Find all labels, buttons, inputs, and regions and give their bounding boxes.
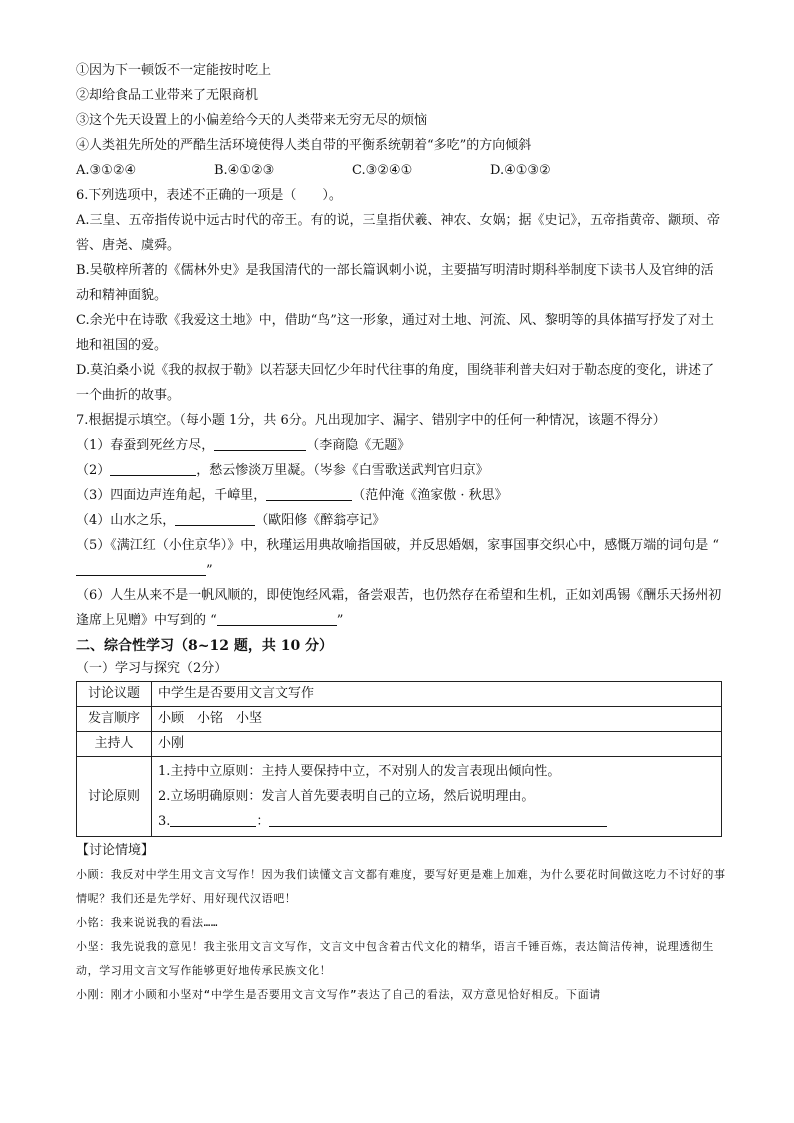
q5-sentence-4: ④人类祖先所处的严酷生活环境使得人类自带的平衡系统朝着“多吃”的方向倾斜 [76,138,532,153]
principle-1: 1.主持中立原则：主持人要保持中立，不对别人的发言表现出倾向性。 [158,764,561,779]
table-row [77,732,722,757]
q5-sentence-2: ②却给食品工业带来了无限商机 [76,88,259,103]
table-row [77,682,722,707]
q7-stem: 7.根据提示填空。（每小题 1分，共 6分。凡出现加字、漏字、错别字中的任何一种情况，该题不得分） [76,413,666,428]
q6-option-d[interactable]: D.莫泊桑小说《我的叔叔于勒》以若瑟夫回忆少年时代往事的角度，围绕菲利普夫妇对于勒态度的变化，讲述了一个曲折的故事。 [76,363,715,403]
q7-item-5: （5）《满江红（小住京华）》中，秋瑾运用典故喻指国破，并反思婚姻，家事国事交织心中，感慨万端的词句是 “” [76,538,720,578]
q6-stem: 6.下列选项中，表述不正确的一项是（ ）。 [76,188,342,203]
q6-option-b[interactable]: B.吴敬梓所著的《儒林外史》是我国清代的一部长篇讽刺小说，主要描写明清时期科举制度下读书人及官绅的活动和精神面貌。 [76,263,714,303]
discussion-table [76,681,722,837]
scene-heading: 【讨论情境】 [76,843,155,858]
q7-blank-1[interactable] [214,436,306,451]
table-key: 发言顺序 [77,707,152,732]
table-value: 小顾 小铭 小坚 [152,707,722,732]
principle-3-content-blank[interactable] [269,812,607,827]
q7-item-3: （3）四面边声连角起，千嶂里， （范仲淹《渔家傲 · 秋思》 [76,488,508,503]
section-2-subtitle: （一）学习与探究（2分） [76,661,228,676]
q5-option-c[interactable]: C.③②④① [352,163,413,178]
speech-xiaoming: 小铭：我来说说我的看法…… [76,916,219,929]
table-key: 讨论原则 [77,757,152,837]
q7-blank-2[interactable] [110,461,196,476]
q7-blank-4[interactable] [175,511,255,526]
q5-option-b[interactable]: B.④①②③ [214,163,275,178]
table-row [77,757,722,837]
table-value: 小刚 [152,732,722,757]
q7-blank-5[interactable] [76,561,206,576]
q7-blank-3[interactable] [266,486,352,501]
table-key: 讨论议题 [77,682,152,707]
q7-item-6: （6）人生从来不是一帆风顺的，即使饱经风霜，备尝艰苦，也仍然存在希望和生机，正如刘禹锡《酬乐天扬州初逢席上见赠》中写到的 “ ” [76,588,722,628]
q5-option-d[interactable]: D.④①③② [490,163,551,178]
table-row [77,707,722,732]
q6-option-a[interactable]: A.三皇、五帝指传说中远古时代的帝王。有的说，三皇指伏羲、神农、女娲；据《史记》，五帝指黄帝、颛顼、帝喾、唐尧、虞舜。 [76,213,721,253]
q5-sentence-1: ①因为下一顿饭不一定能按时吃上 [76,63,272,78]
q7-blank-6[interactable] [217,611,337,626]
table-value [152,757,722,837]
q5-sentence-3: ③这个先天设置上的小偏差给今天的人类带来无穷无尽的烦恼 [76,113,428,128]
exam-page [76,58,726,1007]
table-value: 中学生是否要用文言文写作 [152,682,722,707]
q6-option-c[interactable]: C.余光中在诗歌《我爱这土地》中，借助“鸟”这一形象，通过对土地、河流、风、黎明等的具体描写抒发了对土地和祖国的爱。 [76,313,714,353]
principle-3: 3. ： [158,809,715,834]
table-key: 主持人 [77,732,152,757]
q7-item-1: （1）春蚕到死丝方尽， （李商隐《无题》 [76,438,411,453]
speech-xiaojian: 小坚：我先说我的意见！我主张用文言文写作，文言文中包含着古代文化的精华，语言千锤百炼，表达简洁传神，说理透彻生动，学习用文言文写作能够更好地传承民族文化！ [76,940,714,977]
speech-xiaogu: 小顾：我反对中学生用文言文写作！因为我们读懂文言文都有难度，要写好更是难上加难，为什么要花时间做这吃力不讨好的事情呢？我们还是先学好、用好现代汉语吧！ [76,868,726,905]
speech-xiaogang: 小刚：刚才小顾和小坚对“中学生是否要用文言文写作”表达了自己的看法，双方意见恰好相反。下面请 [76,988,601,1001]
section-2-title: 二、综合性学习（8~12 题，共 10 分） [76,638,334,654]
principle-2: 2.立场明确原则：发言人首先要表明自己的立场，然后说明理由。 [158,789,535,804]
principle-3-name-blank[interactable] [170,812,256,827]
q5-options [76,158,726,183]
q7-item-2: （2） ，愁云惨淡万里凝。（岑参《白雪歌送武判官归京》 [76,463,489,478]
q7-item-4: （4）山水之乐， （歐阳修《醉翁亭记》 [76,513,386,528]
q5-option-a[interactable]: A.③①②④ [76,163,137,178]
